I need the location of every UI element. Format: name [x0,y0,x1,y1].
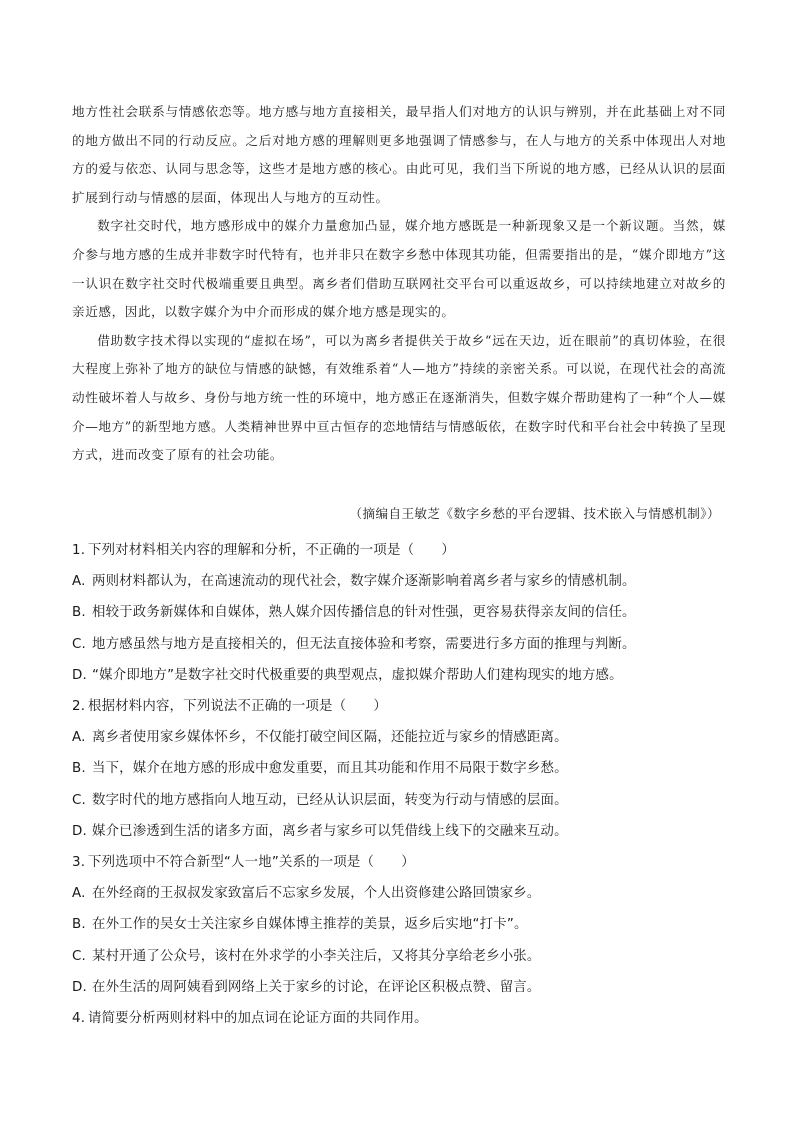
option-letter: A. [72,730,86,746]
option-text: 在外经商的王叔叔发家致富后不忘家乡发展，个人出资修建公路回馈家乡。 [92,886,541,902]
passage-paragraph-3: 借助数字技术得以实现的“虚拟在场”，可以为离乡者提供关于故乡“远在天边，近在眼前”的真切体验，在很大程度上弥补了地方的缺位与情感的缺憾，有效维系着“人—地方”持续的亲密关系。可以说，在现代社会的高流动性破坏着人与故乡、身份与地方统一性的环境中，地方感正在逐渐消失，但数字媒介帮助建构了一种“个人—媒介—地方”的新型地方感。人类精神世界中亘古恒存的恋地情结与情感皈依，在数字时代和平台社会中转换了呈现方式，进而改变了原有的社会功能。 [72,332,726,463]
option-a [72,566,732,597]
option-letter: A. [72,886,86,902]
option-d [72,660,732,691]
option-letter: A. [72,574,86,590]
question-number: 2. [72,699,86,715]
option-c [72,941,732,972]
question-3 [72,847,732,1003]
option-letter: C. [72,948,87,964]
passage-paragraph-1: 地方性社会联系与情感依恋等。地方感与地方直接相关，最早指人们对地方的认识与辨别，并在此基础上对不同的地方做出不同的行动反应。之后对地方感的理解则更多地强调了情感参与，在人与地方的关系中体现出人对地方的爱与依恋、认同与思念等，这些才是地方感的核心。由此可见，我们当下所说的地方感，已经从认识的层面扩展到行动与情感的层面，体现出人与地方的互动性。 [72,104,726,205]
question-text: 下列选项中不符合新型“人一地”关系的一项是（ ） [88,855,415,871]
option-d [72,816,732,847]
option-b [72,753,732,784]
option-c [72,785,732,816]
option-letter: D. [72,979,87,995]
option-text: 某村开通了公众号，该村在外求学的小李关注后，又将其分享给老乡小张。 [92,948,541,964]
question-4 [72,1003,732,1034]
option-text: 媒介已渗透到生活的诸多方面，离乡者与家乡可以凭借线上线下的交融来互动。 [92,823,568,839]
option-letter: C. [72,636,87,652]
question-1 [72,535,732,691]
option-c [72,629,732,660]
option-a [72,722,732,753]
passage-source: （摘编自王敏芝《数字乡愁的平台逻辑、技术嵌入与情感机制》） [349,506,720,521]
option-letter: B. [72,917,86,933]
question-stem [72,847,732,878]
option-letter: B. [72,605,86,621]
question-stem [72,691,732,722]
option-text: 在外工作的吴女士关注家乡自媒体博主推荐的美景，返乡后实地“打卡”。 [92,917,528,933]
option-text: 当下，媒介在地方感的形成中愈发重要，而且其功能和作用不局限于数字乡愁。 [92,761,568,777]
passage-paragraph-2: 数字社交时代，地方感形成中的媒介力量愈加凸显，媒介地方感既是一种新现象又是一个新议题。当然，媒介参与地方感的生成并非数字时代特有，也并非只在数字乡愁中体现其功能，但需要指出的是，“媒介即地方”这一认识在数字社交时代极端重要且典型。离乡者们借助互联网社交平台可以重返故乡，可以持续地建立对故乡的亲近感，因此，以数字媒介为中介而形成的媒介地方感是现实的。 [72,218,726,320]
option-letter: D. [72,823,87,839]
question-2 [72,691,732,847]
option-text: 离乡者使用家乡媒体怀乡，不仅能打破空间区隔，还能拉近与家乡的情感距离。 [92,730,568,746]
option-text: 相较于政务新媒体和自媒体，熟人媒介因传播信息的针对性强，更容易获得亲友间的信任。 [92,605,636,621]
option-b [72,909,732,940]
option-text: 两则材料都认为，在高速流动的现代社会，数字媒介逐渐影响着离乡者与家乡的情感机制。 [92,574,636,590]
question-number: 3. [72,855,86,871]
option-text: 地方感虽然与地方是直接相关的，但无法直接体验和考察，需要进行多方面的推理与判断。 [92,636,636,652]
question-stem [72,1003,732,1034]
question-text: 下列对材料相关内容的理解和分析，不正确的一项是（ ） [88,543,455,558]
reading-passage [72,98,726,470]
question-text: 请简要分析两则材料中的加点词在论证方面的共同作用。 [88,1011,428,1027]
option-text: 在外生活的周阿姨看到网络上关于家乡的讨论，在评论区积极点赞、留言。 [92,979,541,995]
question-list [72,535,732,1034]
option-text: 数字时代的地方感指向人地互动，已经从认识层面，转变为行动与情感的层面。 [92,792,568,808]
option-b [72,597,732,628]
question-stem [72,535,732,566]
option-d [72,972,732,1003]
option-letter: D. [72,667,87,683]
question-number: 1. [72,543,86,558]
option-letter: B. [72,761,86,777]
question-text: 根据材料内容，下列说法不正确的一项是（ ） [88,699,387,715]
question-number: 4. [72,1011,86,1027]
option-a [72,878,732,909]
option-text: “媒介即地方”是数字社交时代极重要的典型观点，虚拟媒介帮助人们建构现实的地方感。 [92,667,623,683]
option-letter: C. [72,792,87,808]
